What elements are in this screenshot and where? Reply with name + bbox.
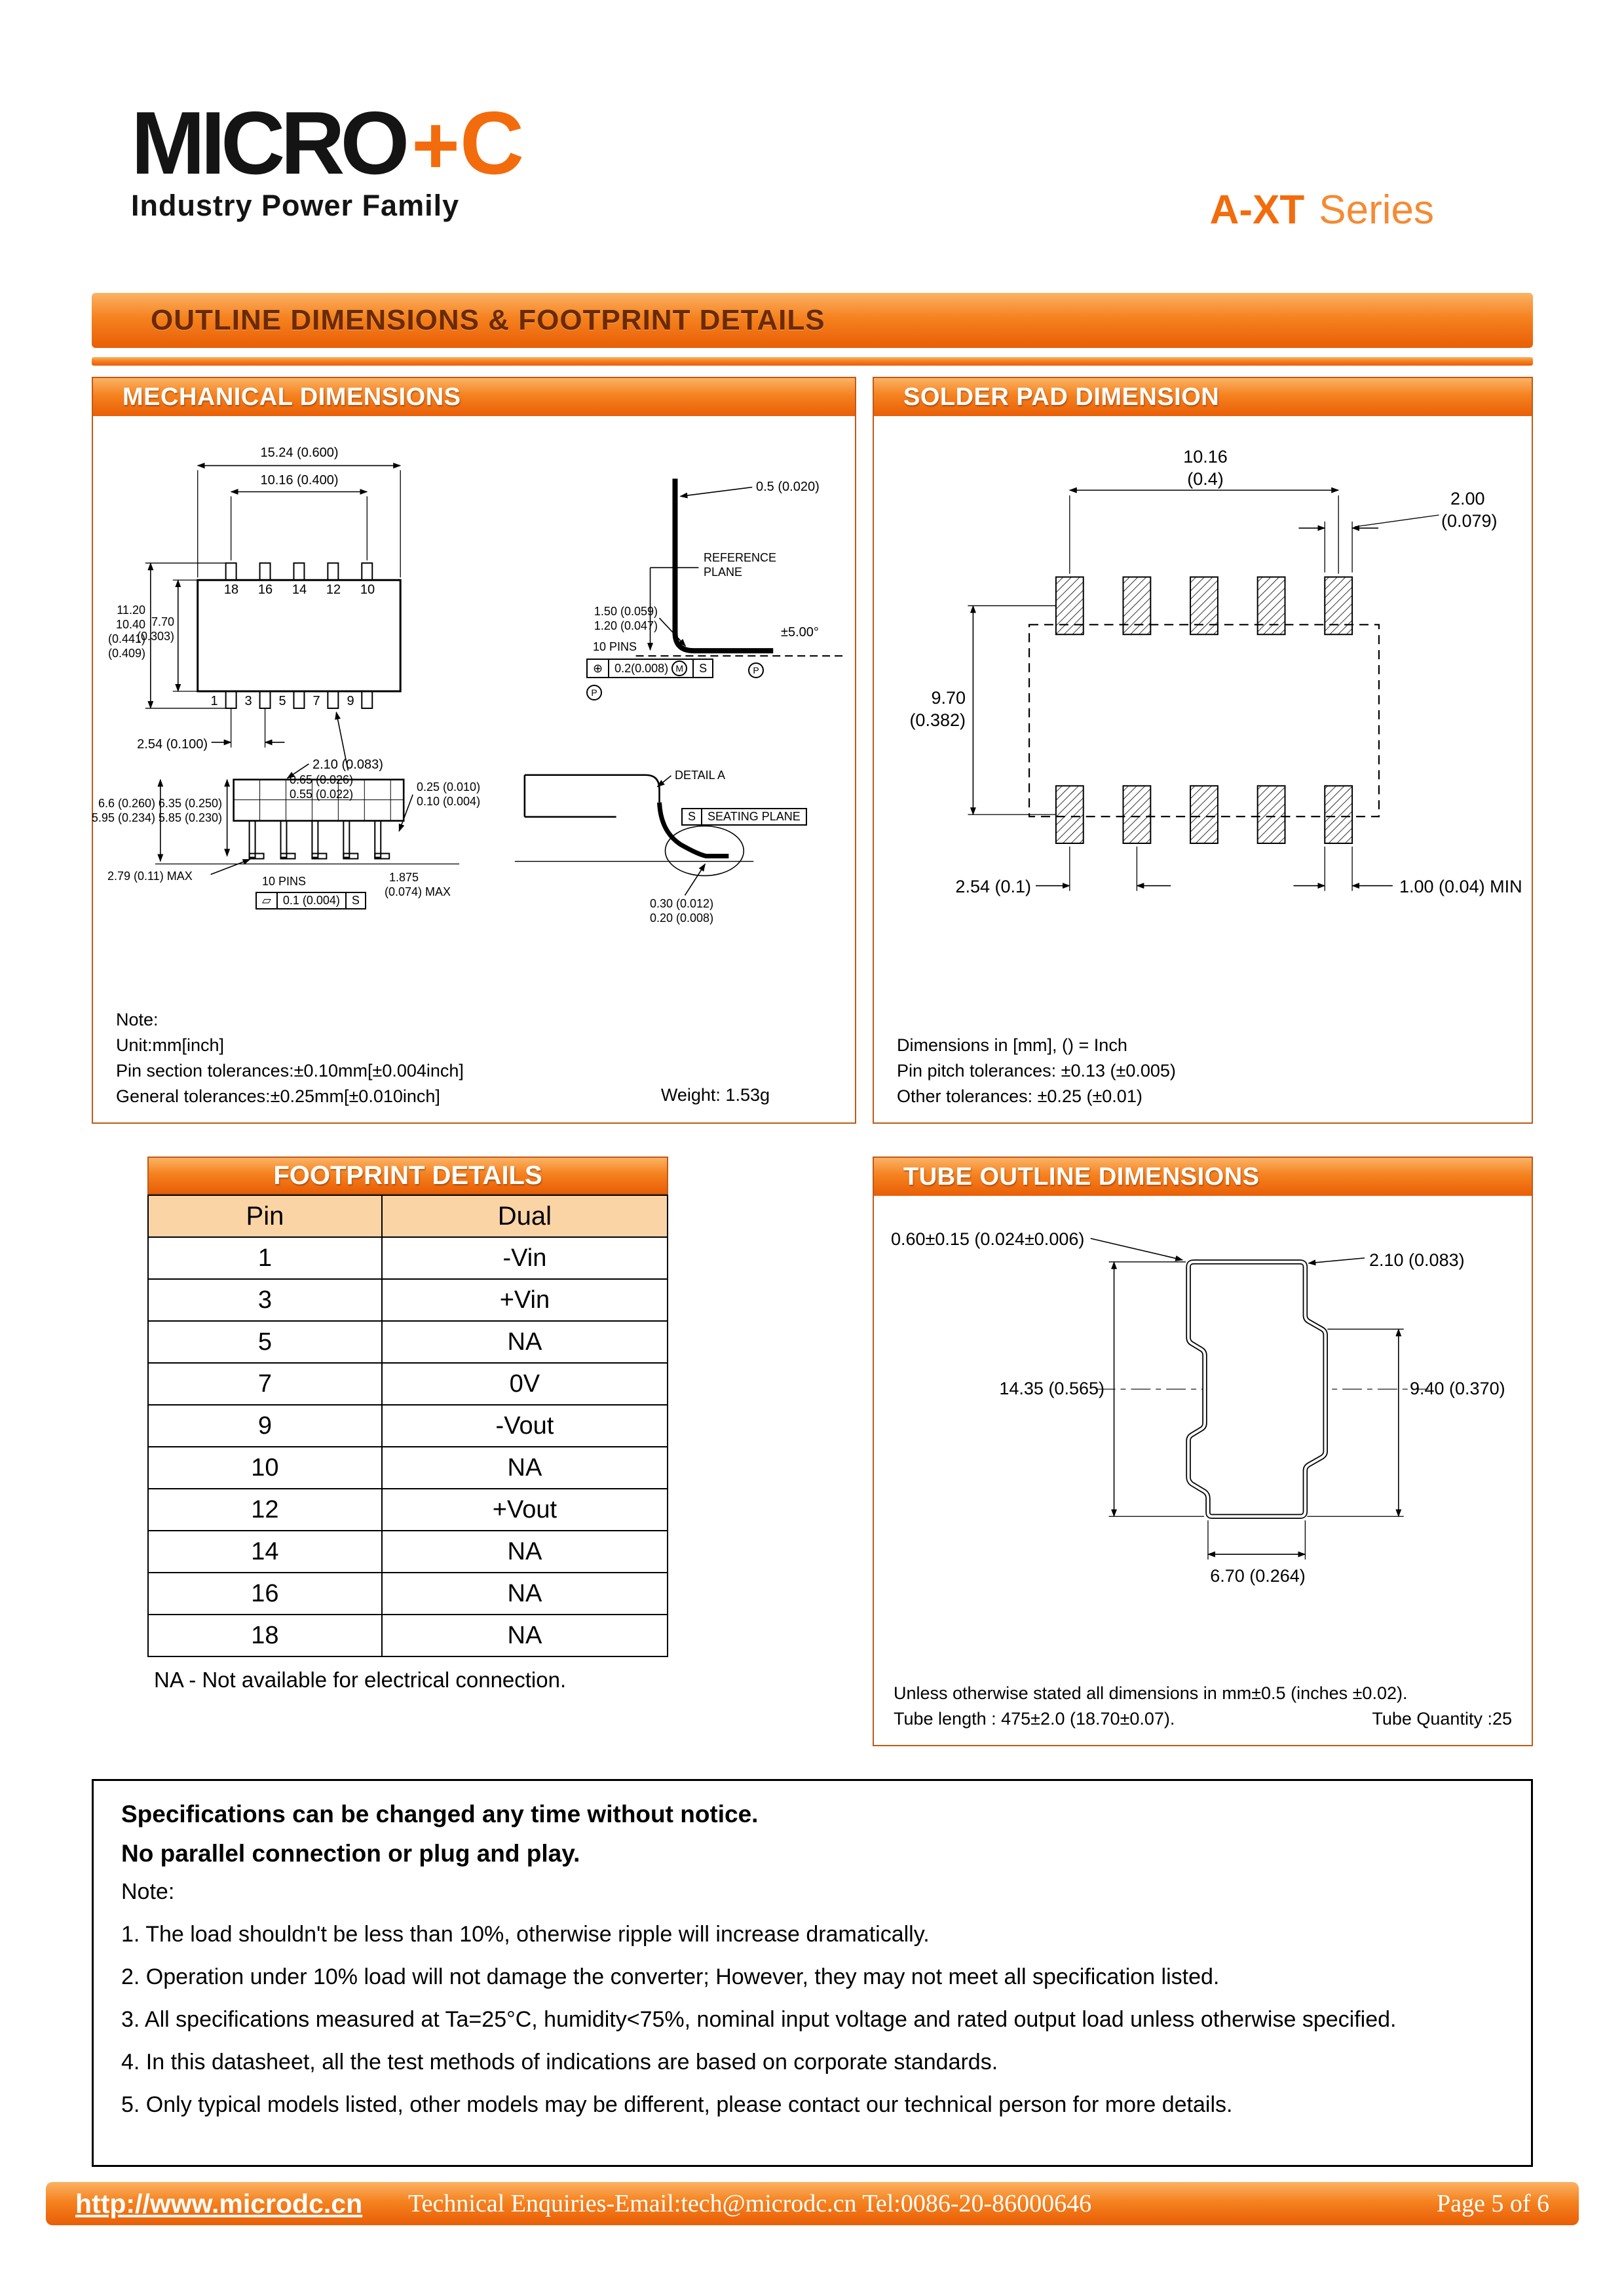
pin-number: 1 — [210, 694, 218, 708]
dim-height-max-inch: (0.441) — [107, 632, 145, 645]
spec-note-item: 2. Operation under 10% load will not damage the converter; However, they may not meet all specification listed. — [121, 1964, 1220, 1989]
panel-title: TUBE OUTLINE DIMENSIONS — [903, 1162, 1260, 1191]
footprint-dual-cell: NA — [382, 1447, 668, 1489]
mechanical-dimensions-header — [93, 378, 855, 416]
tube-drawing-area — [874, 1196, 1532, 1602]
tube-outline-header — [874, 1158, 1532, 1196]
tube-notes — [894, 1681, 1512, 1732]
note-line: Unit:mm[inch] — [116, 1035, 225, 1055]
dim-pad-row-span: 10.16 — [1183, 447, 1228, 467]
ten-pins-note-b: 10 PINS — [262, 875, 307, 888]
dim-pin-width-min: 0.55 (0.022) — [290, 788, 354, 801]
spec-note-item: 5. Only typical models listed, other models may be different, please contact our technical person for more details. — [121, 2092, 1233, 2117]
reference-plane-label-2: PLANE — [704, 565, 743, 579]
ten-pins-note-a: 10 PINS — [593, 640, 637, 653]
note-line: Dimensions in [mm], () = Inch — [897, 1035, 1127, 1055]
note-line: General tolerances:±0.25mm[±0.010inch] — [116, 1086, 440, 1106]
p-symbol-icon: P — [586, 685, 602, 700]
footprint-col-pin: Pin — [148, 1195, 382, 1237]
footprint-pin-cell: 9 — [148, 1405, 382, 1447]
pin-numbers-bottom — [197, 694, 368, 709]
footprint-row — [148, 1279, 668, 1321]
footprint-col-dual: Dual — [382, 1195, 668, 1237]
dim-lead-angle: ±5.00° — [781, 625, 819, 640]
footprint-pin-cell: 16 — [148, 1573, 382, 1615]
series-name: A-XT — [1209, 187, 1305, 233]
modifier-m-icon: M — [671, 660, 687, 676]
dim-standoff-max: 0.25 (0.010) — [417, 780, 481, 794]
seating-plane-frame — [683, 808, 807, 826]
flatness-tolerance-frame — [257, 892, 366, 909]
dim-tube-bottom-width: 6.70 (0.264) — [1210, 1566, 1306, 1586]
footprint-dual-cell: NA — [382, 1531, 668, 1573]
footprint-row — [148, 1237, 668, 1279]
flatness-value: 0.1 (0.004) — [276, 892, 347, 909]
pin-numbers-top — [214, 583, 385, 598]
mechanical-dimensions-panel — [92, 377, 856, 1124]
dim-foot-thickness-min: 0.20 (0.008) — [650, 911, 714, 925]
page-footer — [46, 2182, 1579, 2225]
spec-bold-line-2: No parallel connection or plug and play. — [121, 1840, 580, 1867]
section-banner — [92, 293, 1533, 348]
page-header — [0, 0, 1624, 288]
flatness-icon: ▱ — [262, 894, 271, 908]
spec-note-item: 1. The load shouldn't be less than 10%, otherwise ripple will increase dramatically. — [121, 1922, 930, 1947]
footprint-row — [148, 1321, 668, 1363]
pin-number: 9 — [347, 694, 354, 708]
footprint-pin-cell: 12 — [148, 1489, 382, 1531]
note-line: Other tolerances: ±0.25 (±0.01) — [897, 1086, 1142, 1106]
footprint-header-row — [148, 1195, 668, 1237]
footprint-row — [148, 1615, 668, 1656]
dim-height-max: 11.20 — [117, 603, 145, 617]
footprint-pin-cell: 18 — [148, 1615, 382, 1656]
footprint-row — [148, 1447, 668, 1489]
p-symbol-icon: P — [748, 662, 764, 678]
seating-plane-text: SEATING PLANE — [701, 808, 807, 826]
position-tolerance-frame — [588, 659, 713, 678]
page-number: Page 5 of 6 — [1436, 2190, 1549, 2217]
mechanical-drawing-area — [93, 416, 855, 940]
banner-underline — [92, 357, 1533, 366]
spec-bold-line-1: Specifications can be changed any time without notice. — [121, 1801, 759, 1827]
dim-tube-right-height: 9.40 (0.370) — [1410, 1379, 1505, 1398]
dim-pad-width-inch: (0.079) — [1441, 511, 1498, 531]
note-line: Pin section tolerances:±0.10mm[±0.004inch] — [116, 1060, 464, 1081]
footprint-row — [148, 1489, 668, 1531]
dim-foot-length-min: 1.20 (0.047) — [594, 619, 658, 632]
pin-number: 16 — [257, 583, 273, 597]
weight-label: Weight: 1.53g — [660, 1085, 770, 1105]
dim-body-height-inch: (0.303) — [136, 630, 174, 643]
note-line: Pin pitch tolerances: ±0.13 (±0.005) — [897, 1060, 1176, 1081]
pin-number: 5 — [278, 694, 286, 708]
series-title — [1210, 187, 1434, 233]
footprint-dual-cell: NA — [382, 1615, 668, 1656]
dim-foot-thickness-max: 0.30 (0.012) — [650, 897, 714, 910]
series-word: Series — [1319, 187, 1434, 233]
mechanical-notes — [116, 1006, 464, 1108]
footprint-dual-cell: +Vin — [382, 1279, 668, 1321]
footprint-row — [148, 1405, 668, 1447]
dim-pin-span: 10.16 (0.400) — [260, 473, 339, 488]
solder-pad-drawing — [874, 416, 1532, 934]
dim-pad-width: 2.00 — [1450, 489, 1485, 508]
pin-number: 18 — [223, 583, 239, 597]
dim-leg-height-min: 5.95 (0.234) — [91, 811, 155, 824]
spec-note-item: 4. In this datasheet, all the test methods of indications are based on corporate standards. — [121, 2050, 998, 2075]
tube-note-line: Unless otherwise stated all dimensions in mm±0.5 (inches ±0.02). — [894, 1683, 1408, 1703]
solder-pad-header — [874, 378, 1532, 416]
footprint-row — [148, 1363, 668, 1405]
dim-body-thickness: 2.10 (0.083) — [312, 757, 383, 772]
logo-text-c: C — [459, 93, 525, 193]
contact-info: Technical Enquiries-Email:tech@microdc.cn Tel:0086-20-86000646 — [408, 2190, 1092, 2217]
position-tolerance-icon: ⊕ — [593, 661, 603, 676]
solder-pad-panel — [873, 377, 1533, 1124]
dim-standoff-min: 0.10 (0.004) — [417, 795, 481, 808]
dim-pad-pitch: 2.54 (0.1) — [955, 877, 1031, 896]
dim-pin-pitch: 2.54 (0.100) — [137, 737, 208, 752]
dim-row-gap-inch: (0.382) — [909, 710, 966, 730]
dim-foot-width-inch: (0.074) MAX — [385, 885, 451, 898]
dim-leg-height-max: 6.6 (0.260) — [98, 797, 155, 810]
footprint-table — [147, 1195, 668, 1657]
footprint-row — [148, 1531, 668, 1573]
dim-lead-thickness: 0.5 (0.020) — [756, 480, 820, 494]
tube-length-note: Tube length : 475±2.0 (18.70±0.07). — [894, 1708, 1175, 1729]
pin-number: 7 — [312, 694, 320, 708]
dim-height-min-inch: (0.409) — [107, 647, 145, 660]
website-link[interactable]: http://www.microdc.cn — [75, 2188, 363, 2219]
pin-number: 14 — [292, 583, 307, 597]
tolerance-value: 0.2(0.008) — [614, 661, 669, 675]
dim-leg-height2-max: 6.35 (0.250) — [158, 797, 222, 810]
solder-pad-notes — [897, 1031, 1176, 1108]
specifications-note-box — [92, 1779, 1533, 2167]
dim-body-height: 7.70 — [151, 615, 174, 628]
footprint-pin-cell: 7 — [148, 1363, 382, 1405]
footprint-dual-cell: -Vin — [382, 1237, 668, 1279]
flatness-datum-s: S — [345, 892, 366, 909]
dim-pin-width-max: 0.65 (0.026) — [290, 773, 354, 786]
dim-leg-height2-min: 5.85 (0.230) — [158, 811, 222, 824]
microdc-logo — [131, 93, 525, 223]
dim-tube-wall: 0.60±0.15 (0.024±0.006) — [891, 1229, 1085, 1249]
dim-pad-row-span-inch: (0.4) — [1187, 469, 1224, 489]
dim-package-width: 15.24 (0.600) — [260, 446, 339, 460]
banner-title: OUTLINE DIMENSIONS & FOOTPRINT DETAILS — [151, 304, 825, 336]
dim-leg-length-max: 2.79 (0.11) MAX — [107, 870, 193, 883]
dim-row-gap: 9.70 — [931, 688, 966, 708]
footprint-pin-cell: 1 — [148, 1237, 382, 1279]
datum-s: S — [692, 659, 713, 678]
pin-number: 3 — [244, 694, 252, 708]
footprint-dual-cell: NA — [382, 1321, 668, 1363]
solder-pad-drawing-area — [874, 416, 1532, 934]
spec-note-item: 3. All specifications measured at Ta=25°C, humidity<75%, nominal input voltage and rated output load unless otherwise specified. — [121, 2007, 1397, 2032]
logo-plus-icon: + — [411, 99, 460, 191]
footprint-pin-cell: 3 — [148, 1279, 382, 1321]
tube-outline-panel — [873, 1157, 1533, 1746]
panel-title: SOLDER PAD DIMENSION — [903, 383, 1220, 411]
footprint-dual-cell: -Vout — [382, 1405, 668, 1447]
logo-text-micro: MICRO — [131, 93, 406, 193]
pin-number: 12 — [326, 583, 341, 597]
footprint-details-section — [147, 1157, 668, 1693]
mechanical-drawing — [93, 416, 855, 940]
footprint-dual-cell: +Vout — [382, 1489, 668, 1531]
footprint-dual-cell: 0V — [382, 1363, 668, 1405]
spec-items — [121, 1922, 1503, 2118]
detail-a-label: DETAIL A — [675, 769, 726, 782]
footprint-details-title: FOOTPRINT DETAILS — [147, 1157, 668, 1195]
footprint-pin-cell: 10 — [148, 1447, 382, 1489]
dim-tube-top: 2.10 (0.083) — [1369, 1250, 1465, 1270]
footprint-dual-cell: NA — [382, 1573, 668, 1615]
dim-tube-height: 14.35 (0.565) — [999, 1379, 1105, 1398]
logo-tagline: Industry Power Family — [131, 189, 460, 222]
footprint-row — [148, 1573, 668, 1615]
dim-foot-width: 1.875 — [389, 871, 419, 884]
tube-quantity-note: Tube Quantity :25 — [1372, 1708, 1512, 1729]
dim-height-min: 10.40 — [115, 618, 145, 631]
spec-note-label: Note: — [121, 1879, 175, 1904]
pin-number: 10 — [360, 583, 375, 597]
dim-foot-length-max: 1.50 (0.059) — [594, 605, 658, 618]
footprint-pin-cell: 5 — [148, 1321, 382, 1363]
panel-title: MECHANICAL DIMENSIONS — [123, 383, 461, 411]
reference-plane-label-1: REFERENCE — [704, 551, 777, 564]
footprint-na-note: NA - Not available for electrical connection. — [154, 1668, 567, 1692]
footprint-pin-cell: 14 — [148, 1531, 382, 1573]
dim-pad-min-width: 1.00 (0.04) MIN — [1399, 877, 1522, 896]
note-line: Note: — [116, 1009, 159, 1029]
seating-datum-s: S — [681, 808, 702, 826]
